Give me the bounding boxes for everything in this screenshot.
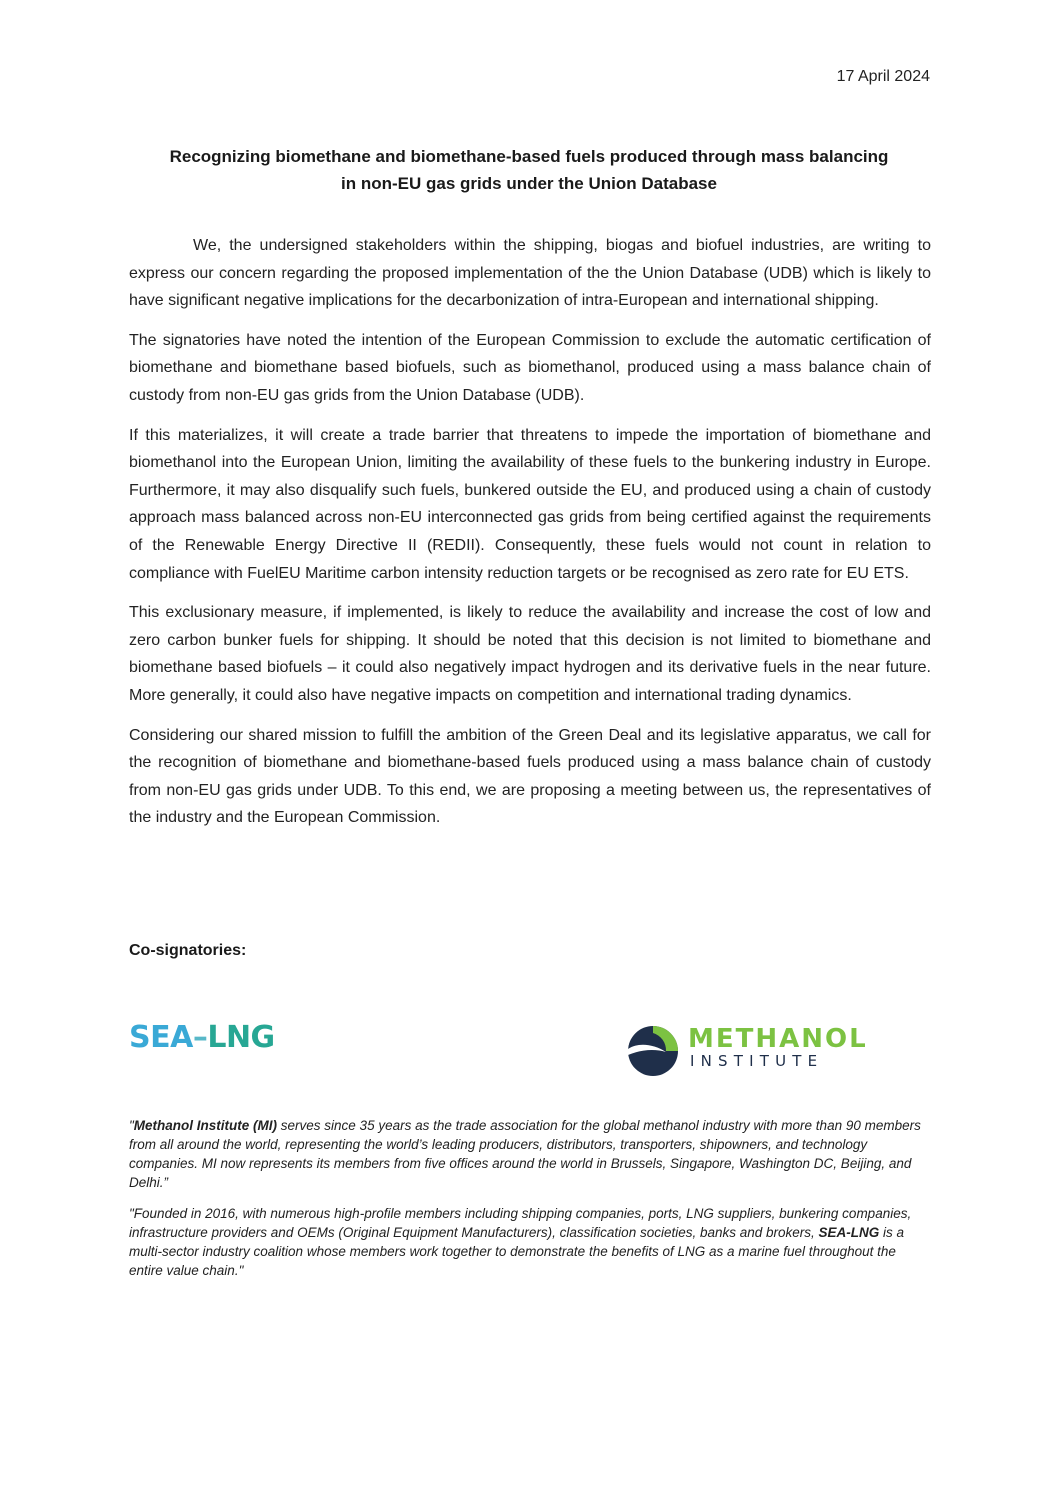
note-text: serves since 35 years as the trade association for the global methanol industry with more than 90 members from all around the world, representing the world’s leading producers, distributors, transporters, shipowners, and technology companies. MI now represents its members from five offices around the world in Brussels, Singapore, Washington DC, Beijing, and Delhi.”	[129, 1118, 921, 1190]
sea-lng-logo-lng: LNG	[207, 1020, 275, 1055]
methanol-institute-emblem-icon	[626, 1022, 682, 1077]
sea-lng-note	[129, 1204, 929, 1280]
letter-body	[129, 232, 931, 844]
cosignatories-heading: Co-signatories:	[129, 942, 247, 959]
title-line-1: Recognizing biomethane and biomethane-based fuels produced through mass balancing	[169, 147, 889, 166]
sea-lng-logo-sea: SEA	[129, 1020, 193, 1055]
letter-title	[129, 143, 929, 197]
note-open-quote: "	[129, 1118, 134, 1133]
body-paragraph: The signatories have noted the intention of the European Commission to exclude the automatic certification of biomethane and biomethane based biofuels, such as biomethanol, produced using a mass balance chain of custody from non-EU gas grids from the Union Database (UDB).	[129, 331, 931, 404]
footnotes	[129, 1116, 929, 1292]
body-paragraph: This exclusionary measure, if implemented, is likely to reduce the availability and increase the cost of low and zero carbon bunker fuels for shipping. It should be noted that this decision is not limited to biomethane and biomethane based biofuels – it could also negatively impact hydrogen and its derivative fuels in the near future. More generally, it could also have negative impacts on competition and international trading dynamics.	[129, 604, 931, 704]
body-paragraph: We, the undersigned stakeholders within the shipping, biogas and biofuel industries, are writing to express our concern regarding the proposed implementation of the the Union Database (UDB) which is likely to have significant negative implications for the decarbonization of intra-European and international shipping.	[129, 237, 931, 310]
letter-date: 17 April 2024	[836, 68, 930, 85]
sea-lng-logo	[129, 1020, 275, 1055]
note-text: is a multi-sector industry coalition whose members work together to demonstrate the benefits of LNG as a marine fuel throughout the entire value chain."	[129, 1225, 905, 1278]
body-paragraph: If this materializes, it will create a trade barrier that threatens to impede the importation of biomethane and biomethanol into the European Union, limiting the availability of these fuels to the bunkering industry in Europe. Furthermore, it may also disqualify such fuels, bunkered outside the EU, and produced using a chain of custody approach mass balanced across non-EU interconnected gas grids from being certified against the requirements of the Renewable Energy Directive II (REDII). Consequently, these fuels would not count in relation to compliance with FuelEU Maritime carbon intensity reduction targets or be recognised as zero rate for EU ETS.	[129, 426, 931, 582]
body-paragraph: Considering our shared mission to fulfill the ambition of the Green Deal and its legislative apparatus, we call for the recognition of biomethane and biomethane-based fuels produced using a mass balance chain of custody from non-EU gas grids under UDB. To this end, we are proposing a meeting between us, the representatives of the industry and the European Commission.	[129, 726, 931, 827]
methanol-institute-logo	[626, 1022, 866, 1077]
methanol-logo-line-1: METHANOL	[688, 1024, 868, 1054]
note-org-name: Methanol Institute (MI)	[133, 1118, 278, 1133]
note-text: "Founded in 2016, with numerous high-profile members including shipping companies, ports, LNG suppliers, bunkering companies, infrastructure providers and OEMs (Original Equipment Manufacturers), classification societies, banks and brokers,	[129, 1206, 912, 1240]
methanol-logo-line-2: INSTITUTE	[690, 1052, 824, 1070]
note-org-name: SEA-LNG	[818, 1225, 880, 1240]
methanol-institute-note	[129, 1116, 929, 1192]
title-line-2: in non-EU gas grids under the Union Database	[341, 174, 717, 193]
sea-lng-logo-dash: –	[192, 1020, 208, 1055]
